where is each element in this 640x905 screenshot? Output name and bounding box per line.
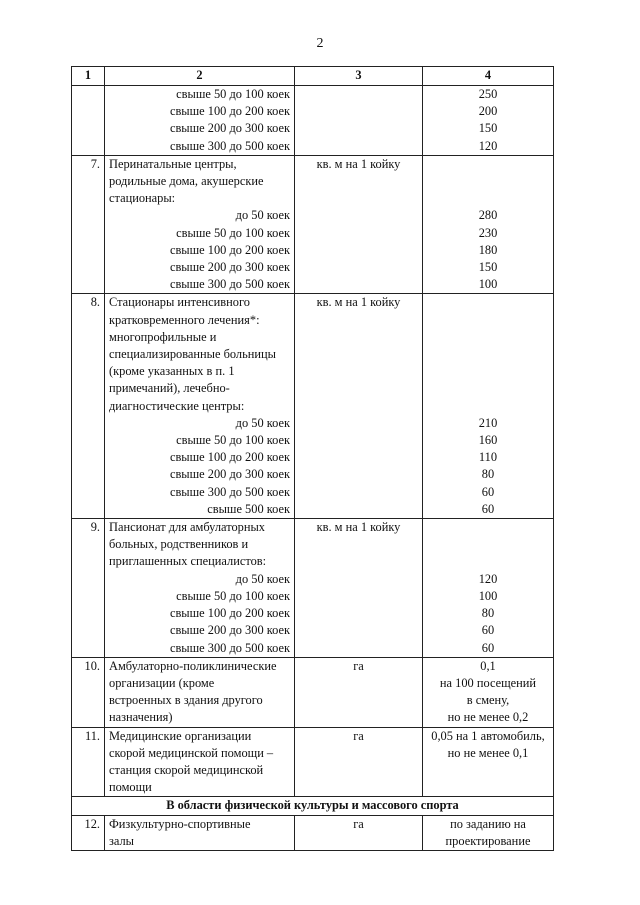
norm-value: 120	[478, 138, 498, 153]
description-line: организации (кроме	[109, 675, 215, 690]
description-line: больных, родственников и	[109, 537, 249, 552]
description-line: диагностические центры:	[109, 398, 245, 413]
description-line: Перинатальные центры,	[109, 156, 237, 171]
row-description	[105, 657, 295, 727]
capacity-tier: свыше 50 до 100 коек	[176, 588, 290, 603]
capacity-tier: свыше 50 до 100 коек	[176, 87, 290, 101]
norm-value: 180	[478, 242, 498, 257]
table-row	[72, 519, 554, 658]
row-values	[423, 815, 554, 850]
norm-value: в смену,	[466, 693, 510, 708]
capacity-tier: свыше 100 до 200 коек	[169, 104, 290, 119]
description-line: Медицинские организации	[109, 728, 252, 743]
description-line: стационары:	[109, 191, 176, 206]
row-unit: кв. м на 1 койку	[295, 519, 423, 658]
norm-value: 100	[478, 588, 498, 603]
table-row	[72, 155, 554, 294]
description-line: кратковременного лечения*:	[109, 312, 260, 327]
row-number: 9.	[72, 519, 105, 658]
norm-value: 110	[478, 450, 498, 465]
description-line: скорой медицинской помощи –	[109, 745, 274, 760]
row-unit: га	[295, 727, 423, 797]
capacity-tier: свыше 200 до 300 коек	[169, 467, 290, 482]
capacity-tier: свыше 100 до 200 коек	[169, 450, 290, 465]
header-col-4: 4	[423, 67, 554, 86]
norm-value: 80	[481, 467, 495, 482]
row-values	[423, 155, 554, 294]
row-unit: кв. м на 1 койку	[295, 155, 423, 294]
norm-value: 150	[478, 121, 498, 136]
description-line: Физкультурно-спортивные	[109, 816, 251, 831]
row-unit: га	[295, 657, 423, 727]
capacity-tier: до 50 коек	[235, 571, 290, 586]
capacity-tier: свыше 100 до 200 коек	[169, 242, 290, 257]
row-values	[423, 657, 554, 727]
description-line: приглашенных специалистов:	[109, 554, 267, 569]
capacity-tier: свыше 200 до 300 коек	[169, 260, 290, 275]
description-line: Пансионат для амбулаторных	[109, 520, 265, 535]
description-line: помощи	[109, 780, 152, 795]
norm-value: 0,05 на 1 автомобиль,	[431, 728, 545, 743]
row-unit: кв. м на 1 койку	[295, 294, 423, 519]
description-line: родильные дома, акушерские	[109, 174, 264, 189]
norm-value: 200	[478, 104, 498, 119]
row-values	[423, 86, 554, 156]
table-row	[72, 657, 554, 727]
row-unit: га	[295, 815, 423, 850]
page-number: 2	[316, 36, 324, 51]
header-col-1: 1	[72, 67, 105, 86]
table-row	[72, 727, 554, 797]
table-row	[72, 294, 554, 519]
norm-value: 280	[478, 208, 498, 223]
row-number: 7.	[72, 155, 105, 294]
row-description	[105, 727, 295, 797]
row-number	[72, 86, 105, 156]
norm-value: 120	[478, 571, 498, 586]
capacity-tier: свыше 50 до 100 коек	[176, 225, 290, 240]
header-row	[72, 67, 554, 86]
row-values	[423, 519, 554, 658]
row-description	[105, 86, 295, 156]
description-line: станция скорой медицинской	[109, 762, 264, 777]
section-title: В области физической культуры и массового спорта	[72, 797, 554, 815]
norm-value: 250	[478, 87, 498, 101]
row-number: 8.	[72, 294, 105, 519]
description-line: Амбулаторно-поликлинические	[109, 658, 277, 673]
norm-value: 60	[481, 640, 495, 655]
norm-value: 210	[478, 415, 498, 430]
description-line: специализированные больницы	[109, 347, 276, 362]
capacity-tier: свыше 100 до 200 коек	[169, 606, 290, 621]
norms-table	[71, 66, 554, 851]
capacity-tier: свыше 200 до 300 коек	[169, 623, 290, 638]
table-row	[72, 86, 554, 156]
norm-value: но не менее 0,2	[447, 710, 529, 725]
norm-value: проектирование	[445, 833, 531, 848]
capacity-tier: свыше 300 до 500 коек	[169, 138, 290, 153]
description-line: примечаний), лечебно-	[109, 381, 230, 396]
row-unit	[295, 86, 423, 156]
section-row	[72, 797, 554, 815]
capacity-tier: свыше 50 до 100 коек	[176, 433, 290, 448]
norm-value: 160	[478, 433, 498, 448]
norm-value: 80	[481, 606, 495, 621]
norm-value: 60	[481, 623, 495, 638]
row-description	[105, 815, 295, 850]
capacity-tier: свыше 200 до 300 коек	[169, 121, 290, 136]
capacity-tier: свыше 500 коек	[207, 501, 290, 516]
capacity-tier: свыше 300 до 500 коек	[169, 640, 290, 655]
table-row	[72, 815, 554, 850]
header-col-3: 3	[295, 67, 423, 86]
row-description	[105, 519, 295, 658]
description-line: встроенных в здания другого	[109, 693, 263, 708]
row-number: 10.	[72, 657, 105, 727]
capacity-tier: свыше 300 до 500 коек	[169, 484, 290, 499]
norm-value: 60	[481, 484, 495, 499]
table-body	[72, 86, 554, 851]
description-line: Стационары интенсивного	[109, 295, 250, 310]
capacity-tier: до 50 коек	[235, 208, 290, 223]
norm-value: 0,1	[480, 658, 496, 673]
norm-value: 100	[478, 277, 498, 292]
norm-value: 230	[478, 225, 498, 240]
norm-value: 60	[481, 501, 495, 516]
norm-value: на 100 посещений	[439, 675, 537, 690]
norm-value: по заданию на	[450, 816, 526, 831]
row-number: 12.	[72, 815, 105, 850]
norm-value: но не менее 0,1	[447, 745, 529, 760]
row-number: 11.	[72, 727, 105, 797]
capacity-tier: свыше 300 до 500 коек	[169, 277, 290, 292]
description-line: (кроме указанных в п. 1	[109, 364, 235, 379]
row-description	[105, 294, 295, 519]
norm-value: 150	[478, 260, 498, 275]
header-col-2: 2	[105, 67, 295, 86]
capacity-tier: до 50 коек	[235, 415, 290, 430]
row-description	[105, 155, 295, 294]
description-line: залы	[109, 833, 135, 848]
description-line: назначения)	[109, 710, 173, 725]
description-line: многопрофильные и	[109, 329, 217, 344]
row-values	[423, 727, 554, 797]
row-values	[423, 294, 554, 519]
